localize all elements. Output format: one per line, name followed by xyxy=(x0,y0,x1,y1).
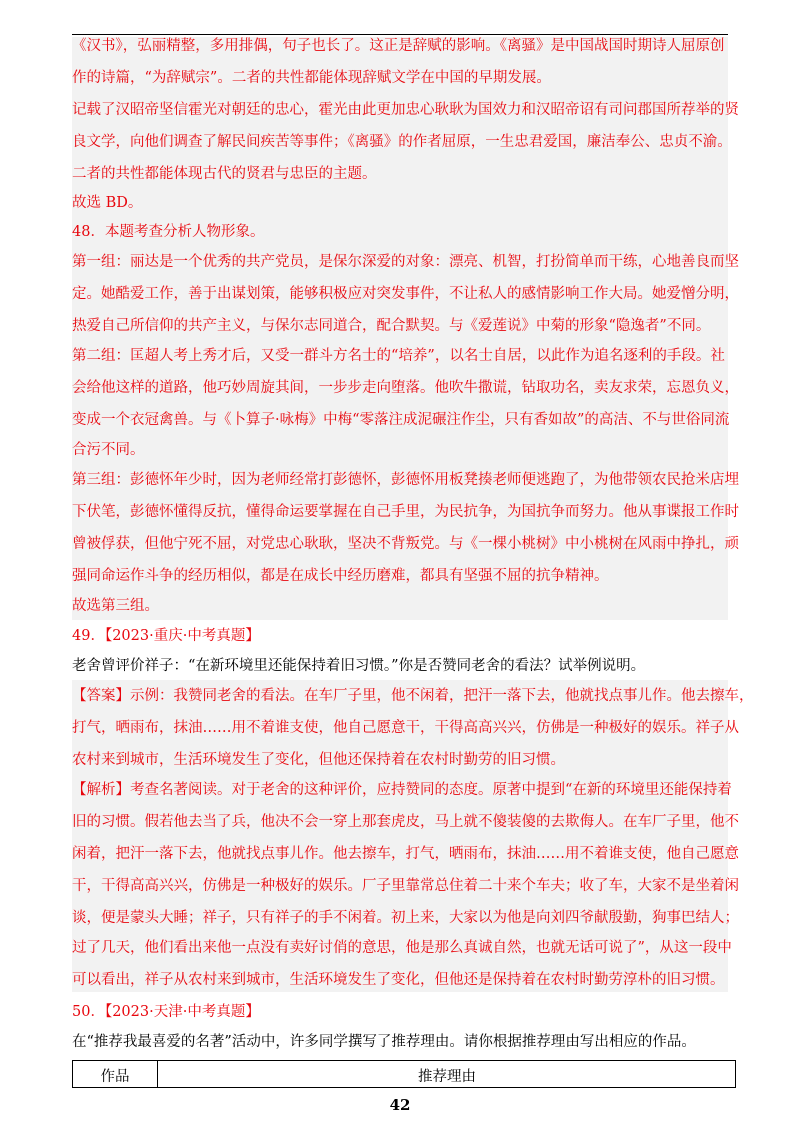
answer-line: 良文学，向他们调查了解民间疾苦等事件；《离骚》的作者屈原，一生忠君爱国，廉洁奉公、忠贞不渝。 xyxy=(72,134,732,150)
answer-line: 【答案】示例：我赞同老舍的看法。在车厂子里，他不闲着，把汗一落下去，他就找点事儿作。他去擦车， xyxy=(72,688,754,704)
question-49-tag: 49．【2023·重庆·中考真题】 xyxy=(72,628,260,644)
table-header-reason: 推荐理由 xyxy=(418,1069,476,1085)
question-50-text: 在“推荐我最喜爱的名著”活动中，许多同学撰写了推荐理由。请你根据推荐理由写出相应的作品。 xyxy=(72,1034,696,1050)
answer-line: 打气，晒雨布，抹油……用不着谁支使，他自己愿意干，干得高高兴兴，仿佛是一种极好的娱乐。祥子从 xyxy=(72,720,739,736)
answer-line: 下伏笔，彭德怀懂得反抗，懂得命运要掌握在自己手里，为民抗争，为国抗争而努力。他从事谍报工作时 xyxy=(72,504,739,520)
answer-line: 可以看出，祥子从农村来到城市，生活环境发生了变化，但他还是保持着在农村时勤劳淳朴的旧习惯。 xyxy=(72,972,725,988)
answer-line: 强同命运作斗争的经历相似，都是在成长中经历磨难，都具有坚强不屈的抗争精神。 xyxy=(72,568,609,584)
answer-line: 《汉书》，弘丽精整，多用排偶，句子也长了。这正是辞赋的影响。《离骚》是中国战国时期诗人屈原创 xyxy=(72,38,725,54)
table-header-work: 作品 xyxy=(100,1069,130,1085)
page-number: 42 xyxy=(389,1096,411,1114)
question-49-text: 老舍曾评价祥子：“在新环境里还能保持着旧习惯。”你是否赞同老舍的看法？试举例说明。 xyxy=(72,658,646,674)
answer-line: 热爱自己所信仰的共产主义，与保尔志同道合，配合默契。与《爱莲说》中菊的形象“隐逸者”不同。 xyxy=(72,318,711,334)
answer-line: 记载了汉昭帝坚信霍光对朝廷的忠心，霍光由此更加忠心耿耿为国效力和汉昭帝诏有司问郡国所荐举的贤 xyxy=(72,102,739,118)
answer-line: 48．本题考查分析人物形象。 xyxy=(72,224,265,240)
answer-line: 二者的共性都能体现古代的贤君与忠臣的主题。 xyxy=(72,166,377,182)
answer-line: 谈，便是蒙头大睡；祥子，只有祥子的手不闲着。初上来，大家以为他是向刘四爷献殷勤，狗事巴结人； xyxy=(72,910,739,926)
answer-line: 定。她酷爱工作，善于出谋划策，能够积极应对突发事件，不让私人的感情影响工作大局。她爱憎分明， xyxy=(72,286,739,302)
answer-line: 干，干得高高兴兴，仿佛是一种极好的娱乐。厂子里靠常总住着二十来个车夫；收了车，大家不是坐着闲 xyxy=(72,878,739,894)
answer-line: 第三组：彭德怀年少时，因为老师经常打彭德怀，彭德怀用板凳揍老师便逃跑了，为他带领农民抢米店埋 xyxy=(72,472,739,488)
answer-line: 合污不同。 xyxy=(72,442,145,458)
answer-line: 变成一个衣冠禽兽。与《卜算子·咏梅》中梅“零落注成泥碾注作尘，只有香如故”的高洁、不与世俗同流 xyxy=(72,412,730,428)
answer-line: 农村来到城市，生活环境发生了变化，但他还保持着在农村时勤劳的旧习惯。 xyxy=(72,752,565,768)
answer-line: 故选第三组。 xyxy=(72,598,159,614)
table-column-divider xyxy=(157,1061,158,1087)
answer-line: 【解析】考查名著阅读。对于老舍的这种评价，应持赞同的态度。原著中提到“在新的环境里还能保持着 xyxy=(72,782,732,798)
answer-line: 第一组：丽达是一个优秀的共产党员，是保尔深爱的对象：漂亮、机智，打扮简单而干练，心地善良而坚 xyxy=(72,254,739,270)
question-50-tag: 50．【2023·天津·中考真题】 xyxy=(72,1004,260,1020)
answer-line: 第二组：匡超人考上秀才后，又受一群斗方名士的“培养”，以名士自居，以此作为追名逐利的手段。社 xyxy=(72,348,725,364)
answer-line: 过了几天，他们看出来他一点没有卖好讨俏的意思，他是那么真诚自然，也就无话可说了”，从这一段中 xyxy=(72,940,732,956)
header-rule xyxy=(72,34,728,35)
answer-line: 旧的习惯。假若他去当了兵，他决不会一穿上那套虎皮，马上就不傻装傻的去欺侮人。在车厂子里，他不 xyxy=(72,814,739,830)
answer-line: 故选 BD。 xyxy=(72,195,143,211)
answer-line: 闲着，把汗一落下去，他就找点事儿作。他去擦车，打气，晒雨布，抹油……用不着谁支使，他自己愿意 xyxy=(72,846,739,862)
recommendation-table xyxy=(72,1060,736,1088)
answer-line: 作的诗篇，“为辞赋宗”。二者的共性都能体现辞赋文学在中国的早期发展。 xyxy=(72,70,551,86)
answer-line: 曾被俘获，但他宁死不屈，对党忠心耿耿，坚决不背叛党。与《一棵小桃树》中小桃树在风雨中挣扎，顽 xyxy=(72,536,739,552)
answer-line: 会给他这样的道路，他巧妙周旋其间，一步步走向堕落。他吹牛撒谎，钻取功名，卖友求荣，忘恩负义， xyxy=(72,380,739,396)
